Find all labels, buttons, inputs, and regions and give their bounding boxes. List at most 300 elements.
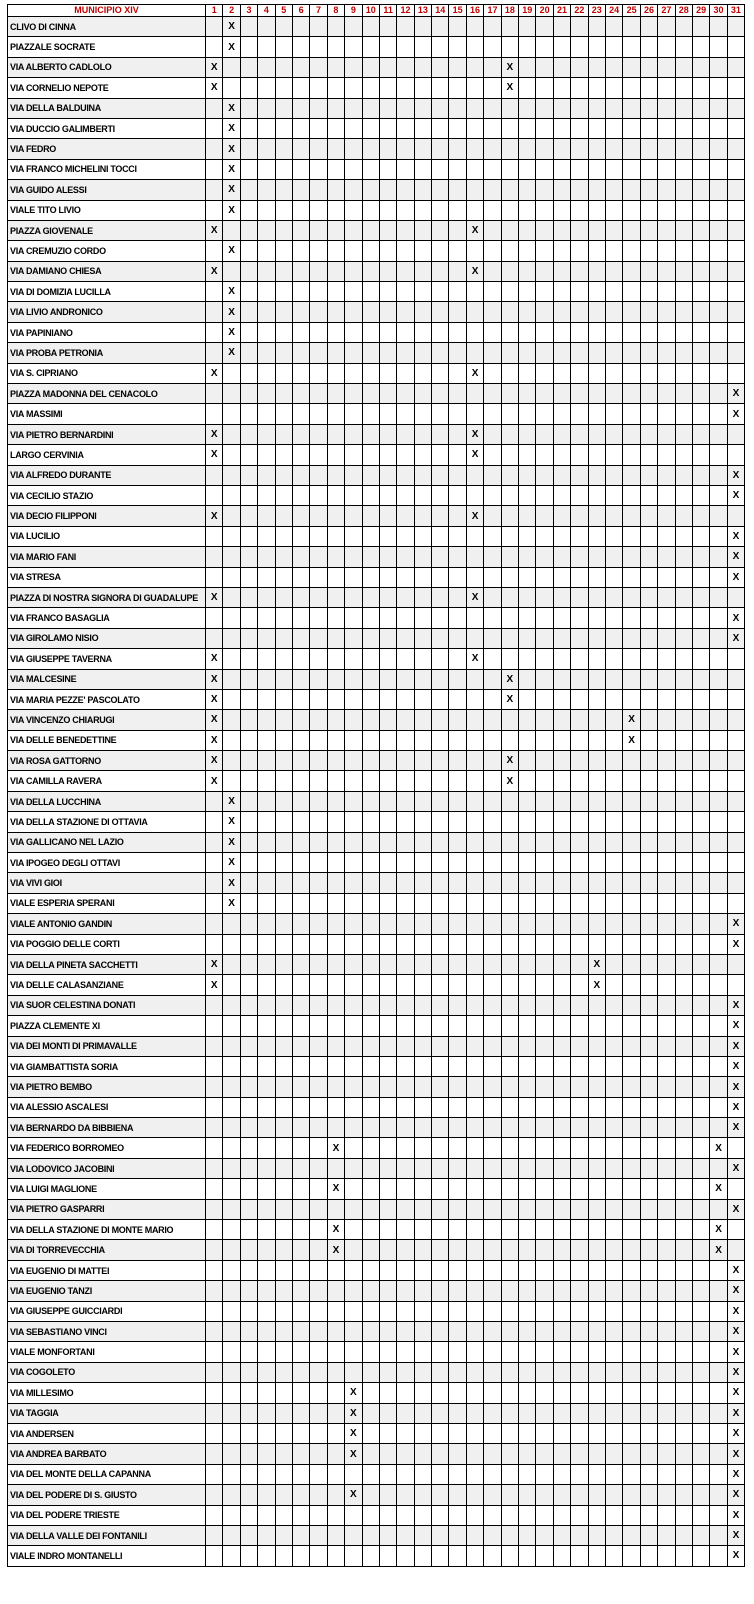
- day-cell: [571, 547, 588, 567]
- day-cell: [449, 1505, 466, 1525]
- day-cell: [310, 1199, 327, 1219]
- day-header: 3: [240, 5, 257, 17]
- day-cell: [658, 1077, 675, 1097]
- day-cell: [240, 1301, 257, 1321]
- day-cell: [484, 1423, 501, 1443]
- day-header: 6: [292, 5, 309, 17]
- day-cell: [379, 1301, 396, 1321]
- day-cell: [432, 1383, 449, 1403]
- day-cell: [449, 526, 466, 546]
- day-cell: [345, 220, 362, 240]
- day-cell: [327, 1464, 344, 1484]
- table-row: [8, 526, 745, 546]
- day-cell: [536, 608, 553, 628]
- day-cell: [692, 78, 709, 98]
- day-cell: [484, 139, 501, 159]
- day-cell: [379, 1546, 396, 1566]
- day-cell: [588, 139, 605, 159]
- day-cell: [692, 893, 709, 913]
- day-cell: [466, 1118, 483, 1138]
- day-cell: [345, 853, 362, 873]
- street-name: VIA EUGENIO DI MATTEI: [8, 1260, 206, 1280]
- day-cell: [379, 1505, 396, 1525]
- day-cell: [449, 873, 466, 893]
- day-cell: [206, 37, 223, 57]
- street-name: VIA DELLA PINETA SACCHETTI: [8, 954, 206, 974]
- day-cell: [692, 812, 709, 832]
- day-cell: [501, 220, 518, 240]
- day-cell: [327, 587, 344, 607]
- day-cell: [692, 751, 709, 771]
- day-cell: [258, 995, 275, 1015]
- day-cell: [397, 649, 414, 669]
- day-cell: [397, 1322, 414, 1342]
- day-cell: [432, 995, 449, 1015]
- day-cell: [223, 1016, 240, 1036]
- day-cell: [501, 1485, 518, 1505]
- day-cell: [397, 1097, 414, 1117]
- day-cell: [258, 1240, 275, 1260]
- day-cell: [640, 1179, 657, 1199]
- day-cell: [553, 1301, 570, 1321]
- day-cell: [484, 261, 501, 281]
- day-mark: X: [727, 1158, 744, 1178]
- day-cell: [623, 343, 640, 363]
- day-cell: [397, 771, 414, 791]
- day-cell: [571, 322, 588, 342]
- day-cell: [449, 1077, 466, 1097]
- day-cell: [223, 1342, 240, 1362]
- day-cell: [466, 241, 483, 261]
- day-cell: [240, 689, 257, 709]
- day-cell: [327, 1036, 344, 1056]
- day-mark: X: [466, 506, 483, 526]
- day-cell: [345, 628, 362, 648]
- day-cell: [449, 302, 466, 322]
- day-cell: [327, 853, 344, 873]
- table-row: [8, 159, 745, 179]
- day-cell: [258, 689, 275, 709]
- day-cell: [292, 118, 309, 138]
- day-cell: [658, 587, 675, 607]
- day-cell: [553, 1097, 570, 1117]
- day-cell: [571, 1301, 588, 1321]
- day-cell: [379, 118, 396, 138]
- day-cell: [258, 1383, 275, 1403]
- day-cell: [379, 1138, 396, 1158]
- day-cell: [275, 914, 292, 934]
- day-cell: [484, 547, 501, 567]
- day-cell: [362, 1301, 379, 1321]
- day-cell: [658, 975, 675, 995]
- day-cell: [223, 751, 240, 771]
- day-cell: [292, 384, 309, 404]
- day-cell: [310, 1525, 327, 1545]
- day-cell: [327, 384, 344, 404]
- day-cell: [640, 1383, 657, 1403]
- day-cell: [327, 710, 344, 730]
- day-cell: [275, 1403, 292, 1423]
- day-cell: [501, 914, 518, 934]
- day-cell: [310, 649, 327, 669]
- day-cell: [571, 1260, 588, 1280]
- day-cell: [223, 1118, 240, 1138]
- day-cell: [258, 302, 275, 322]
- day-cell: [345, 302, 362, 322]
- day-cell: [605, 302, 622, 322]
- day-cell: [571, 1097, 588, 1117]
- day-cell: [310, 791, 327, 811]
- day-cell: [206, 1342, 223, 1362]
- day-cell: [658, 1036, 675, 1056]
- day-cell: [692, 200, 709, 220]
- day-cell: [223, 1423, 240, 1443]
- day-cell: [640, 1525, 657, 1545]
- day-cell: [310, 1240, 327, 1260]
- street-name: VIA DELLA BALDUINA: [8, 98, 206, 118]
- day-cell: [675, 995, 692, 1015]
- day-cell: [223, 914, 240, 934]
- street-name: VIA FEDERICO BORROMEO: [8, 1138, 206, 1158]
- day-cell: [623, 1505, 640, 1525]
- day-cell: [275, 180, 292, 200]
- day-cell: [292, 669, 309, 689]
- day-cell: [466, 1505, 483, 1525]
- day-cell: [275, 1444, 292, 1464]
- day-cell: [206, 608, 223, 628]
- day-mark: X: [206, 587, 223, 607]
- day-cell: [484, 1485, 501, 1505]
- day-cell: [397, 567, 414, 587]
- day-cell: [310, 730, 327, 750]
- day-cell: [432, 1505, 449, 1525]
- street-name: VIA DUCCIO GALIMBERTI: [8, 118, 206, 138]
- day-cell: [658, 1505, 675, 1525]
- day-cell: [571, 526, 588, 546]
- day-cell: [588, 1403, 605, 1423]
- table-row: [8, 261, 745, 281]
- table-row: [8, 465, 745, 485]
- day-cell: [345, 159, 362, 179]
- day-cell: [379, 547, 396, 567]
- day-cell: [658, 1525, 675, 1545]
- day-cell: [536, 853, 553, 873]
- day-cell: [432, 975, 449, 995]
- day-cell: [727, 200, 744, 220]
- day-cell: [379, 465, 396, 485]
- day-cell: [414, 1383, 431, 1403]
- day-cell: [519, 1525, 536, 1545]
- day-cell: [223, 220, 240, 240]
- day-cell: [466, 1220, 483, 1240]
- day-cell: [275, 220, 292, 240]
- day-cell: [258, 465, 275, 485]
- day-cell: [605, 669, 622, 689]
- day-cell: [466, 995, 483, 1015]
- day-cell: [432, 1301, 449, 1321]
- day-cell: [362, 832, 379, 852]
- day-cell: [292, 873, 309, 893]
- day-cell: [588, 180, 605, 200]
- day-cell: [710, 1260, 727, 1280]
- day-cell: [275, 628, 292, 648]
- day-cell: [327, 282, 344, 302]
- day-cell: [536, 1546, 553, 1566]
- day-cell: [501, 465, 518, 485]
- day-cell: [588, 873, 605, 893]
- day-mark: X: [727, 1199, 744, 1219]
- day-cell: [501, 1403, 518, 1423]
- day-mark: X: [223, 159, 240, 179]
- day-cell: [397, 180, 414, 200]
- day-cell: [519, 608, 536, 628]
- table-row: [8, 1464, 745, 1484]
- day-cell: [327, 1525, 344, 1545]
- day-cell: [553, 587, 570, 607]
- table-row: [8, 832, 745, 852]
- table-body: [8, 17, 745, 1567]
- day-cell: [258, 1097, 275, 1117]
- day-cell: [258, 914, 275, 934]
- day-cell: [675, 445, 692, 465]
- day-cell: [623, 17, 640, 37]
- day-cell: [623, 78, 640, 98]
- table-row: [8, 424, 745, 444]
- day-cell: [553, 1525, 570, 1545]
- day-cell: [588, 37, 605, 57]
- day-cell: [414, 934, 431, 954]
- day-cell: [571, 159, 588, 179]
- day-cell: [379, 995, 396, 1015]
- day-cell: [501, 1546, 518, 1566]
- day-cell: [206, 302, 223, 322]
- day-mark: X: [223, 180, 240, 200]
- day-mark: X: [466, 261, 483, 281]
- day-cell: [240, 547, 257, 567]
- street-name: VIA GIROLAMO NISIO: [8, 628, 206, 648]
- day-cell: [605, 526, 622, 546]
- day-cell: [379, 1077, 396, 1097]
- day-cell: [484, 873, 501, 893]
- day-cell: [605, 791, 622, 811]
- day-cell: [588, 1220, 605, 1240]
- street-name: VIA MALCESINE: [8, 669, 206, 689]
- day-cell: [275, 159, 292, 179]
- day-cell: [640, 689, 657, 709]
- day-cell: [362, 1138, 379, 1158]
- day-cell: [553, 1464, 570, 1484]
- day-cell: [519, 1158, 536, 1178]
- day-cell: [692, 832, 709, 852]
- day-cell: [519, 873, 536, 893]
- day-cell: [519, 180, 536, 200]
- day-cell: [345, 1036, 362, 1056]
- day-cell: [432, 384, 449, 404]
- day-cell: [501, 547, 518, 567]
- day-cell: [379, 1260, 396, 1280]
- street-name: VIA ROSA GATTORNO: [8, 751, 206, 771]
- day-cell: [379, 78, 396, 98]
- day-cell: [553, 1342, 570, 1362]
- street-name: VIA ALESSIO ASCALESI: [8, 1097, 206, 1117]
- day-cell: [692, 995, 709, 1015]
- table-row: [8, 1097, 745, 1117]
- day-cell: [449, 628, 466, 648]
- day-mark: X: [466, 649, 483, 669]
- day-cell: [275, 832, 292, 852]
- day-cell: [310, 17, 327, 37]
- day-cell: [432, 547, 449, 567]
- day-cell: [675, 1322, 692, 1342]
- day-cell: [432, 1036, 449, 1056]
- day-cell: [658, 1301, 675, 1321]
- day-cell: [240, 649, 257, 669]
- day-cell: [519, 424, 536, 444]
- day-cell: [553, 180, 570, 200]
- day-cell: [466, 1444, 483, 1464]
- day-mark: X: [223, 241, 240, 261]
- day-cell: [571, 302, 588, 322]
- day-cell: [432, 17, 449, 37]
- day-cell: [310, 771, 327, 791]
- day-cell: [675, 1525, 692, 1545]
- day-cell: [692, 1179, 709, 1199]
- day-cell: [362, 628, 379, 648]
- day-cell: [501, 526, 518, 546]
- day-cell: [345, 57, 362, 77]
- day-cell: [223, 1301, 240, 1321]
- day-mark: X: [206, 424, 223, 444]
- day-cell: [292, 1444, 309, 1464]
- day-cell: [501, 485, 518, 505]
- day-cell: [536, 1077, 553, 1097]
- day-cell: [275, 1423, 292, 1443]
- day-cell: [623, 608, 640, 628]
- day-cell: [240, 1546, 257, 1566]
- day-cell: [501, 424, 518, 444]
- day-cell: [640, 771, 657, 791]
- day-header: 19: [519, 5, 536, 17]
- day-cell: [466, 628, 483, 648]
- day-cell: [519, 139, 536, 159]
- street-name: VIA DI DOMIZIA LUCILLA: [8, 282, 206, 302]
- day-cell: [727, 17, 744, 37]
- day-cell: [501, 791, 518, 811]
- day-header: 26: [640, 5, 657, 17]
- day-mark: X: [345, 1403, 362, 1423]
- day-mark: X: [727, 1036, 744, 1056]
- day-cell: [588, 791, 605, 811]
- day-cell: [432, 180, 449, 200]
- day-cell: [640, 1281, 657, 1301]
- day-cell: [640, 1322, 657, 1342]
- day-cell: [571, 954, 588, 974]
- day-cell: [258, 506, 275, 526]
- day-cell: [275, 587, 292, 607]
- day-cell: [449, 710, 466, 730]
- day-cell: [466, 200, 483, 220]
- day-cell: [727, 710, 744, 730]
- day-cell: [501, 1199, 518, 1219]
- day-cell: [449, 1322, 466, 1342]
- day-cell: [692, 1322, 709, 1342]
- day-cell: [275, 424, 292, 444]
- day-cell: [414, 1444, 431, 1464]
- day-cell: [223, 1525, 240, 1545]
- municipio-title: MUNICIPIO XIV: [8, 5, 206, 17]
- day-cell: [432, 322, 449, 342]
- day-cell: [292, 1322, 309, 1342]
- day-cell: [223, 1240, 240, 1260]
- day-cell: [692, 404, 709, 424]
- day-cell: [414, 506, 431, 526]
- day-cell: [258, 1016, 275, 1036]
- table-row: [8, 689, 745, 709]
- day-cell: [327, 1423, 344, 1443]
- day-cell: [397, 1383, 414, 1403]
- day-cell: [710, 954, 727, 974]
- day-cell: [484, 37, 501, 57]
- day-cell: [640, 1118, 657, 1138]
- day-cell: [275, 445, 292, 465]
- day-cell: [727, 873, 744, 893]
- table-row: [8, 628, 745, 648]
- day-cell: [640, 363, 657, 383]
- day-cell: [310, 118, 327, 138]
- day-cell: [571, 1240, 588, 1260]
- day-cell: [240, 220, 257, 240]
- day-cell: [571, 282, 588, 302]
- day-cell: [519, 1016, 536, 1036]
- day-cell: [675, 873, 692, 893]
- day-cell: [675, 139, 692, 159]
- day-cell: [275, 98, 292, 118]
- table-row: [8, 1342, 745, 1362]
- day-cell: [379, 1525, 396, 1545]
- day-mark: X: [727, 608, 744, 628]
- day-cell: [571, 1383, 588, 1403]
- day-cell: [623, 1220, 640, 1240]
- day-cell: [571, 506, 588, 526]
- day-cell: [727, 1179, 744, 1199]
- day-cell: [640, 1199, 657, 1219]
- day-cell: [362, 220, 379, 240]
- day-cell: [466, 1281, 483, 1301]
- day-cell: [379, 261, 396, 281]
- day-cell: [605, 1179, 622, 1199]
- day-cell: [362, 506, 379, 526]
- day-mark: X: [727, 465, 744, 485]
- day-cell: [432, 282, 449, 302]
- day-cell: [553, 1240, 570, 1260]
- day-cell: [484, 322, 501, 342]
- day-cell: [258, 404, 275, 424]
- day-cell: [519, 710, 536, 730]
- day-cell: [414, 1118, 431, 1138]
- day-cell: [466, 404, 483, 424]
- day-cell: [605, 1342, 622, 1362]
- day-cell: [588, 322, 605, 342]
- day-cell: [710, 649, 727, 669]
- day-cell: [536, 832, 553, 852]
- day-cell: [223, 1260, 240, 1280]
- day-cell: [362, 180, 379, 200]
- day-cell: [379, 1036, 396, 1056]
- day-cell: [658, 1158, 675, 1178]
- day-cell: [710, 1383, 727, 1403]
- day-cell: [640, 1485, 657, 1505]
- day-header: 23: [588, 5, 605, 17]
